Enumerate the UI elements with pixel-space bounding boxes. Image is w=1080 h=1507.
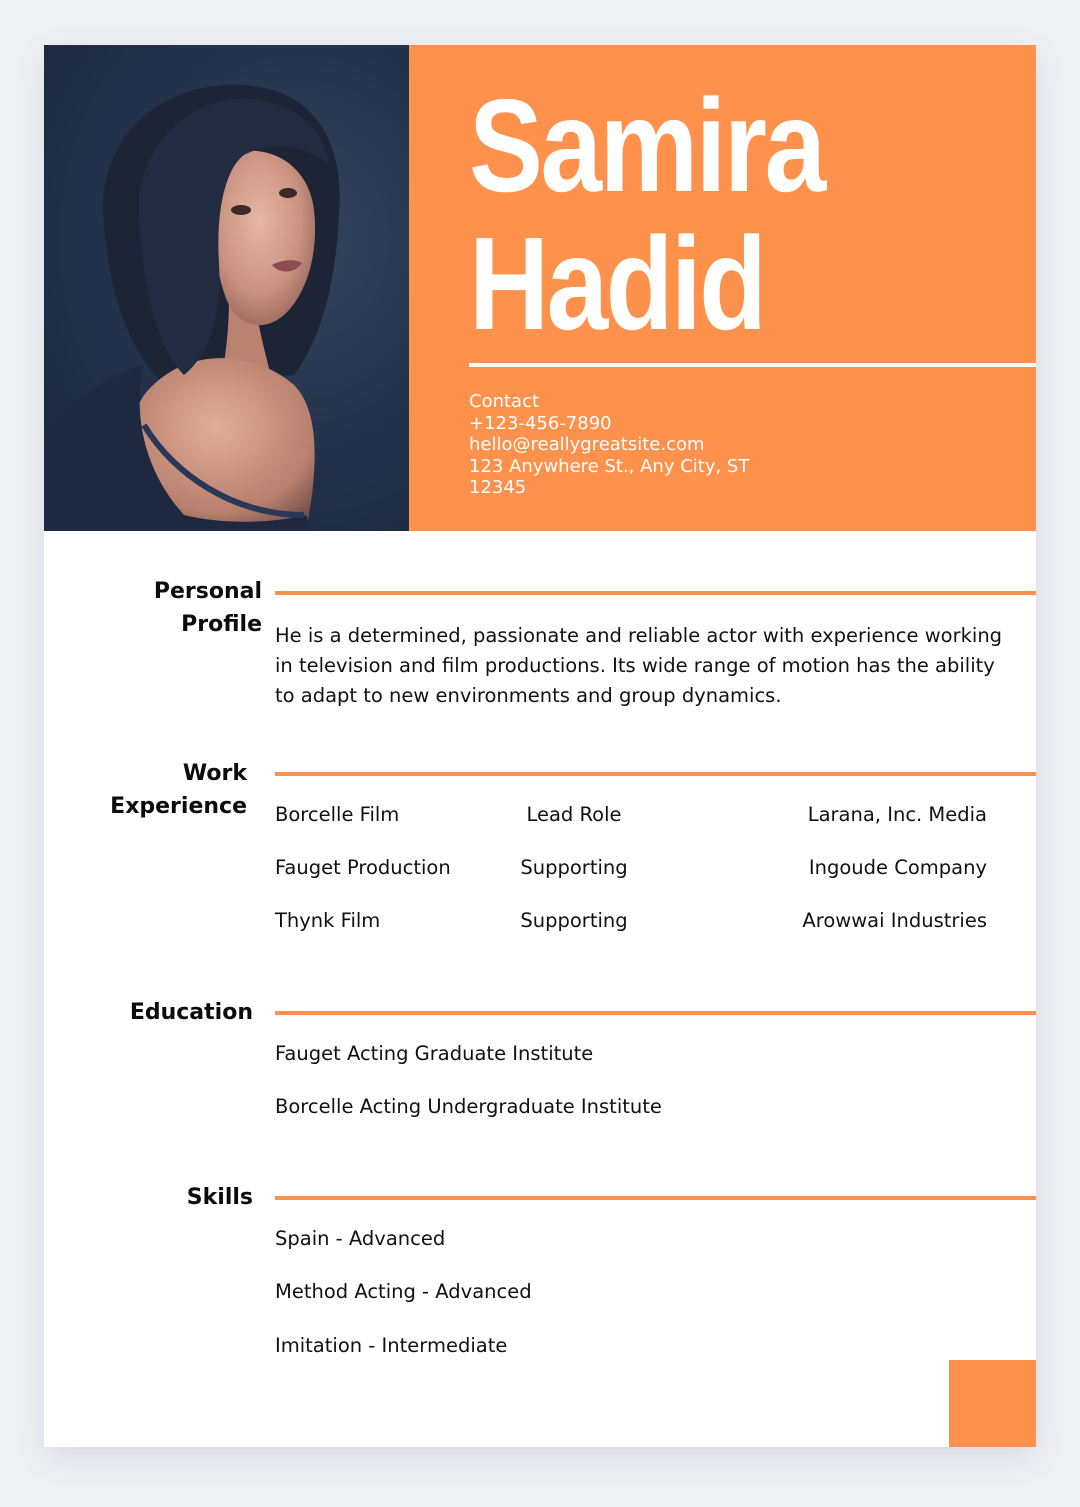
work-row — [275, 856, 987, 884]
profile-photo — [44, 45, 409, 531]
section-title-profile: Personal Profile — [153, 579, 262, 637]
section-title-education: Education — [129, 1000, 253, 1025]
work-role: Lead Role — [526, 803, 622, 826]
resume-page — [44, 45, 1036, 1447]
header-banner — [409, 45, 1036, 531]
candidate-name — [469, 72, 824, 357]
contact-address: 123 Anywhere St., Any City, ST 12345 — [469, 455, 750, 498]
work-role: Supporting — [520, 909, 628, 932]
banner-divider — [469, 363, 1036, 367]
work-divider — [275, 772, 1036, 776]
education-divider — [275, 1011, 1036, 1015]
work-production: Borcelle Film — [275, 803, 400, 826]
skill-item: Imitation - Intermediate — [275, 1334, 508, 1357]
section-title-work: Work Experience — [110, 761, 247, 819]
work-role: Supporting — [520, 856, 628, 879]
section-title-skills: Skills — [186, 1185, 253, 1210]
contact-email: hello@reallygreatsite.com — [469, 434, 705, 455]
portrait-photo-icon — [44, 45, 409, 531]
skill-item: Spain - Advanced — [275, 1227, 446, 1250]
education-item: Borcelle Acting Undergraduate Institute — [275, 1095, 662, 1118]
contact-label: Contact — [469, 391, 540, 412]
skill-item: Method Acting - Advanced — [275, 1280, 532, 1303]
skills-divider — [275, 1196, 1036, 1200]
work-production: Fauget Production — [275, 856, 451, 879]
last-name: Hadid — [469, 210, 765, 357]
work-company: Larana, Inc. Media — [807, 803, 987, 826]
education-item: Fauget Acting Graduate Institute — [275, 1042, 594, 1065]
work-company: Ingoude Company — [808, 856, 987, 879]
work-company: Arowwai Industries — [802, 909, 987, 932]
corner-accent — [949, 1360, 1036, 1447]
work-row — [275, 909, 987, 937]
contact-block — [469, 391, 1009, 499]
profile-text: He is a determined, passionate and reliable actor with experience working in television and film productions. Its wide range of motion has the ability to adapt to new environments and group dynamics. — [275, 624, 1003, 707]
work-row — [275, 803, 987, 831]
contact-phone: +123-456-7890 — [469, 412, 612, 434]
profile-divider — [275, 591, 1036, 595]
work-production: Thynk Film — [275, 909, 381, 932]
first-name: Samira — [469, 72, 824, 219]
